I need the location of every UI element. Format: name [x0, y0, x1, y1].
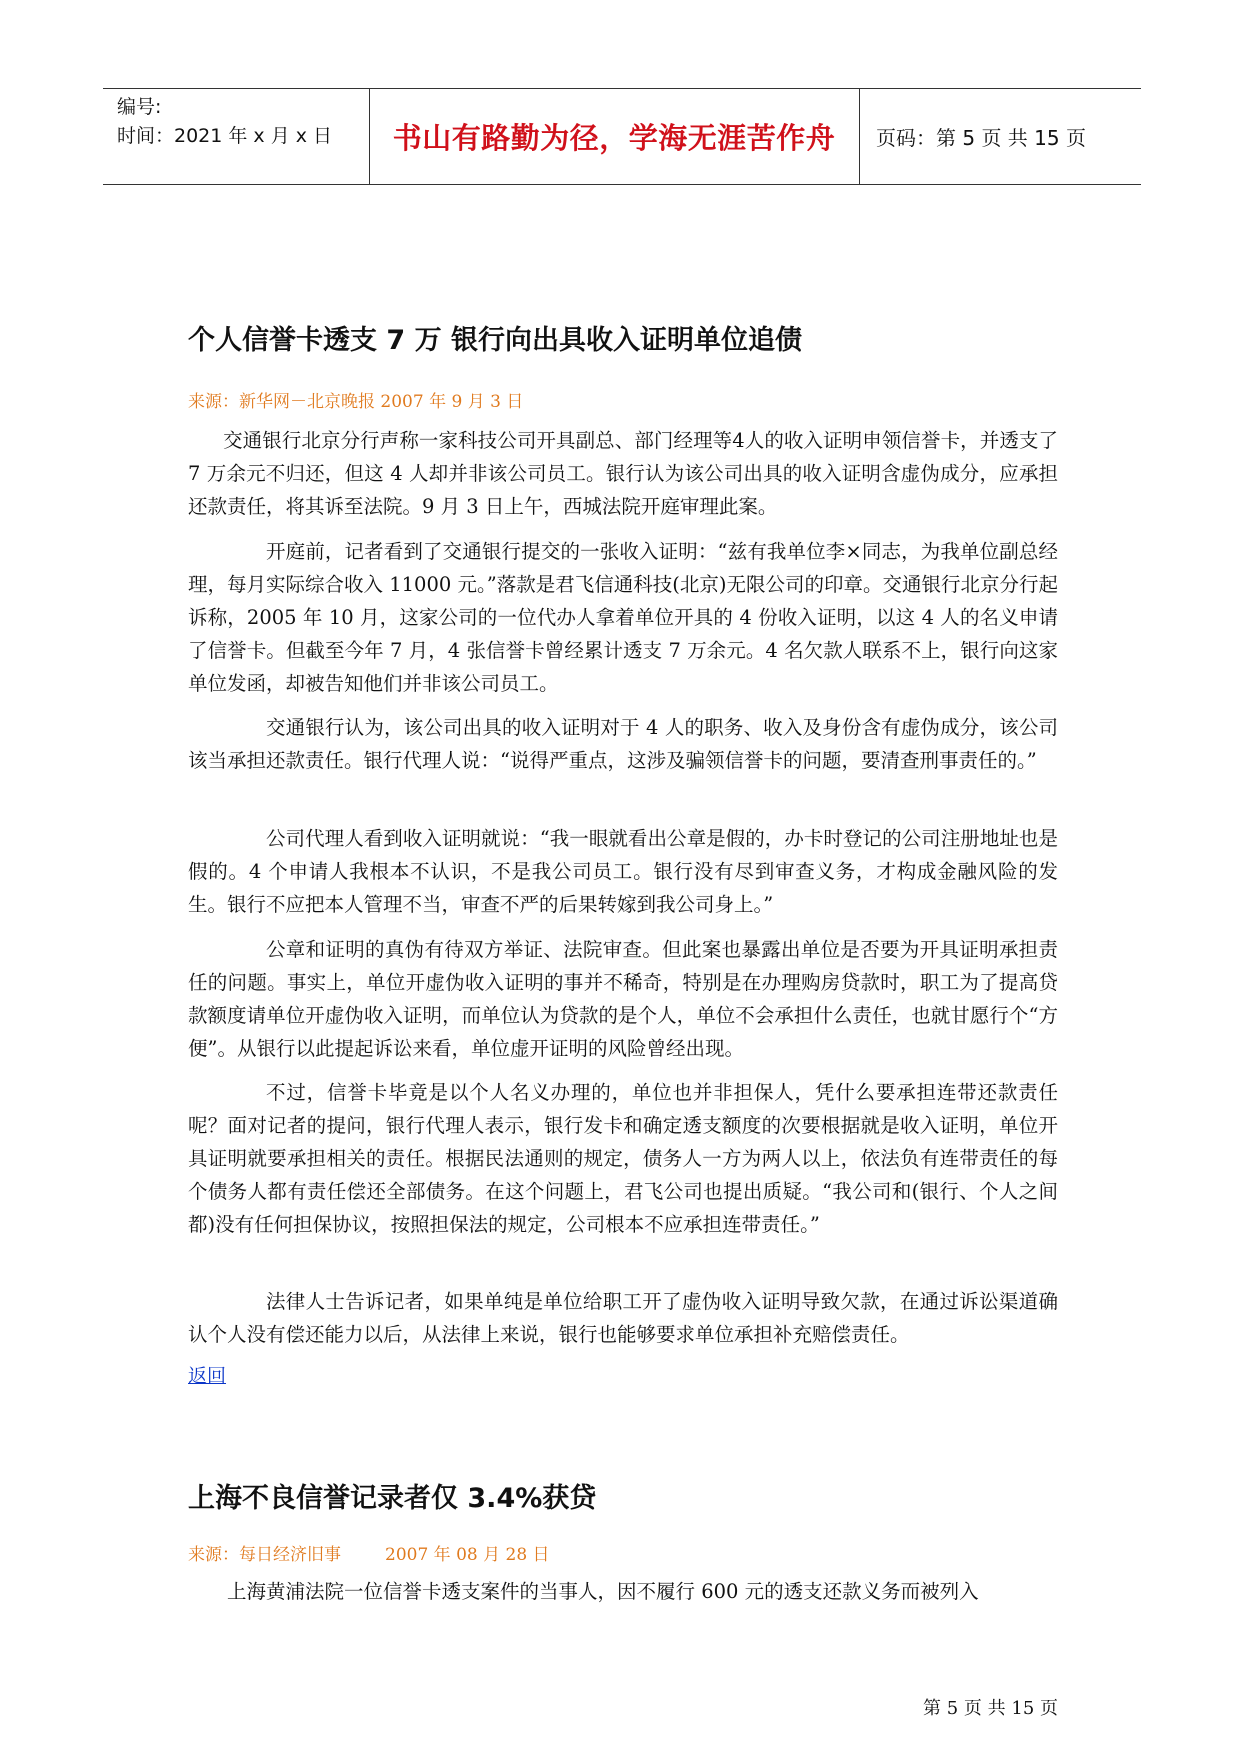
article-paragraph: 不过，信誉卡毕竟是以个人名义办理的，单位也并非担保人，凭什么要承担连带还款责任呢？面对记者的提问，银行代理人表示，银行发卡和确定透支额度的次要根据就是收入证明，单位开具证明就要承担相关的责任。根据民法通则的规定，债务人一方为两人以上，依法负有连带责任的每个债务人都有责任偿还全部债务。在这个问题上，君飞公司也提出质疑。“我公司和(银行、个人之间都)没有任何担保协议，按照担保法的规定，公司根本不应承担连带责任。” [188, 1081, 1058, 1236]
document-number-label: 编号: [117, 96, 162, 118]
article-source [188, 1540, 550, 1565]
article-paragraph: 开庭前，记者看到了交通银行提交的一张收入证明：“兹有我单位李×同志，为我单位副总经理，每月实际综合收入 11000 元。”落款是君飞信通科技(北京)无限公司的印章。交通银行北京分行起诉称，2005 年 10 月，这家公司的一位代办人拿着单位开具的 4 份收入证明，以这 4 人的名义申请了信誉卡。但截至今年 7 月，4 张信誉卡曾经累计透支 7 万余元。4 名欠款人联系不上，银行向这家单位发函，却被告知他们并非该公司员工。 [188, 540, 1058, 695]
document-time-label: 时间：2021 年 x 月 x 日 [117, 125, 333, 147]
header-info-cell [103, 89, 370, 184]
article-source: 来源：新华网－北京晚报 2007 年 9 月 3 日 [188, 392, 524, 412]
document-header [103, 88, 1141, 185]
back-link[interactable]: 返回 [188, 1365, 227, 1387]
article-source-date: 2007 年 08 月 28 日 [385, 1545, 550, 1565]
article-source-label: 来源：每日经济旧事 [188, 1545, 341, 1565]
article-title: 上海不良信誉记录者仅 3.4%获贷 [188, 1483, 597, 1514]
header-motto-cell [369, 89, 860, 184]
header-page-cell [861, 89, 1141, 184]
article-paragraph: 交通银行认为，该公司出具的收入证明对于 4 人的职务、收入及身份含有虚伪成分，该公司该当承担还款责任。银行代理人说：“说得严重点，这涉及骗领信誉卡的问题，要清查刑事责任的。” [188, 716, 1058, 772]
article-paragraph: 公司代理人看到收入证明就说：“我一眼就看出公章是假的，办卡时登记的公司注册地址也是假的。4 个申请人我根本不认识，不是我公司员工。银行没有尽到审查义务，才构成金融风险的发生。银行不应把本人管理不当，审查不严的后果转嫁到我公司身上。” [188, 827, 1058, 916]
header-motto: 书山有路勤为径，学海无涯苦作舟 [392, 121, 836, 155]
article-title: 个人信誉卡透支 7 万 银行向出具收入证明单位追债 [188, 325, 802, 356]
header-page-code: 页码：第 5 页 共 15 页 [876, 126, 1086, 150]
article-paragraph: 公章和证明的真伪有待双方举证、法院审查。但此案也暴露出单位是否要为开具证明承担责任的问题。事实上，单位开虚伪收入证明的事并不稀奇，特别是在办理购房贷款时，职工为了提高贷款额度请单位开虚伪收入证明，而单位认为贷款的是个人，单位不会承担什么责任，也就甘愿行个“方便”。从银行以此提起诉讼来看，单位虚开证明的风险曾经出现。 [188, 938, 1058, 1060]
article-paragraph: 交通银行北京分行声称一家科技公司开具副总、部门经理等4人的收入证明申领信誉卡，并透支了 7 万余元不归还，但这 4 人却并非该公司员工。银行认为该公司出具的收入证明含虚伪成分，应承担还款责任，将其诉至法院。9 月 3 日上午，西城法院开庭审理此案。 [188, 429, 1058, 518]
article-paragraph: 上海黄浦法院一位信誉卡透支案件的当事人，因不履行 600 元的透支还款义务而被列入 [227, 1580, 979, 1603]
page-footer: 第 5 页 共 15 页 [923, 1698, 1058, 1719]
article-paragraph: 法律人士告诉记者，如果单纯是单位给职工开了虚伪收入证明导致欠款，在通过诉讼渠道确认个人没有偿还能力以后，从法律上来说，银行也能够要求单位承担补充赔偿责任。 [188, 1290, 1058, 1346]
